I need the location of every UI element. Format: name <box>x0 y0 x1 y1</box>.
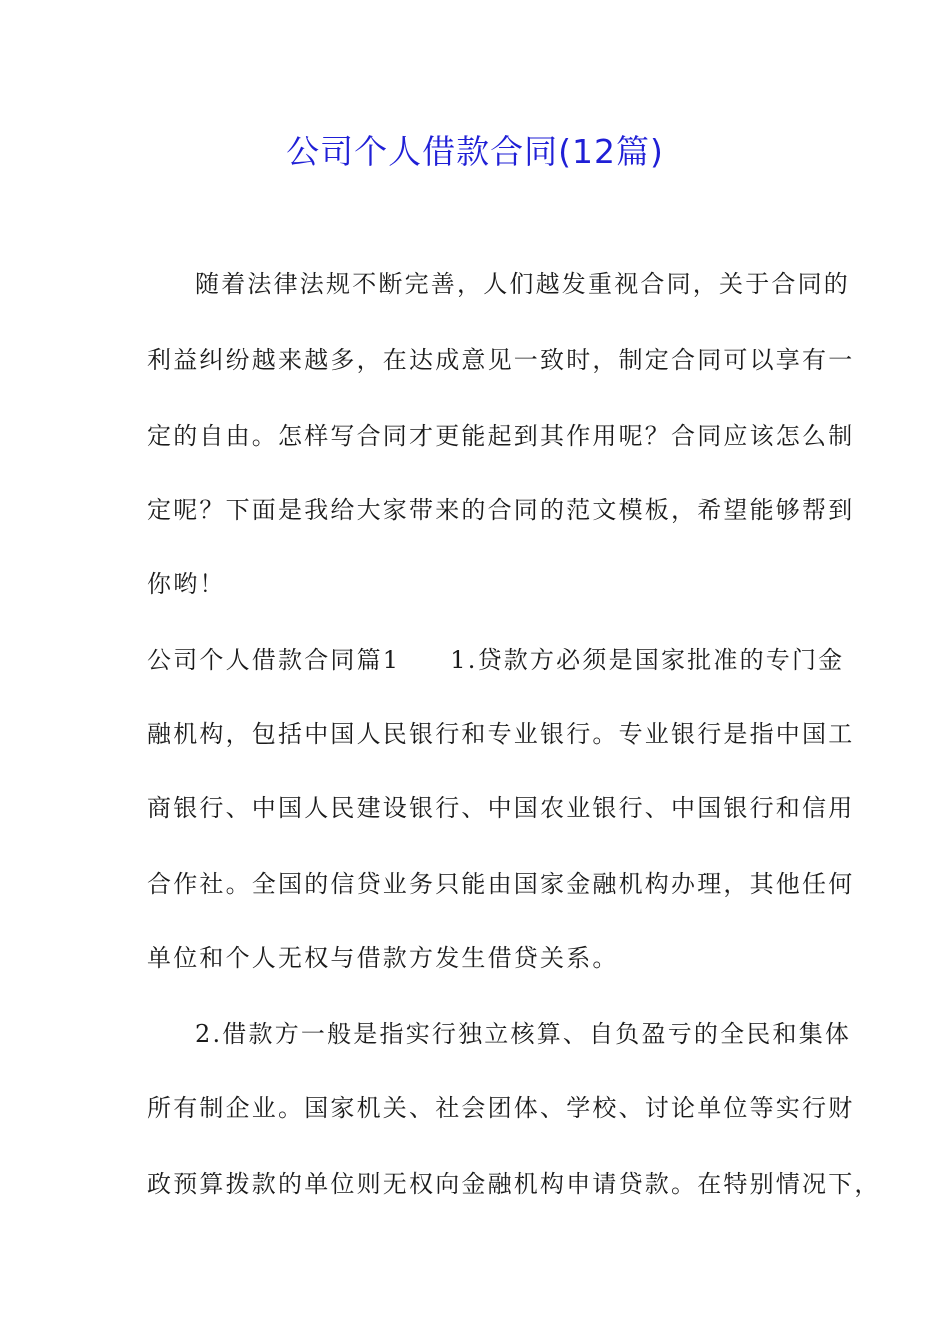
paragraph-line: 融机构，包括中国人民银行和专业银行。专业银行是指中国工 <box>147 720 855 748</box>
paragraph-line: 单位和个人无权与借款方发生借贷关系。 <box>147 944 619 972</box>
paragraph-line: 你哟！ <box>147 570 226 598</box>
paragraph-line: 政预算拨款的单位则无权向金融机构申请贷款。在特别情况下， <box>147 1170 881 1198</box>
paragraph-line: 定呢？下面是我给大家带来的合同的范文模板，希望能够帮到 <box>147 496 855 524</box>
paragraph-line: 利益纠纷越来越多，在达成意见一致时，制定合同可以享有一 <box>147 346 855 374</box>
paragraph-line: 随着法律法规不断完善，人们越发重视合同，关于合同的 <box>195 270 850 298</box>
paragraph-line: 1.贷款方必须是国家批准的专门金 <box>450 646 845 674</box>
paragraph-line: 所有制企业。国家机关、社会团体、学校、讨论单位等实行财 <box>147 1094 855 1122</box>
document-title: 公司个人借款合同(12篇) <box>286 132 664 171</box>
section-line <box>147 642 844 678</box>
paragraph-line: 合作社。全国的信贷业务只能由国家金融机构办理，其他任何 <box>147 870 855 898</box>
paragraph-line: 2.借款方一般是指实行独立核算、自负盈亏的全民和集体 <box>195 1020 852 1048</box>
paragraph-line: 定的自由。怎样写合同才更能起到其作用呢？合同应该怎么制 <box>147 422 855 450</box>
section-heading: 公司个人借款合同篇1 <box>147 646 401 674</box>
paragraph-line: 商银行、中国人民建设银行、中国农业银行、中国银行和信用 <box>147 794 855 822</box>
